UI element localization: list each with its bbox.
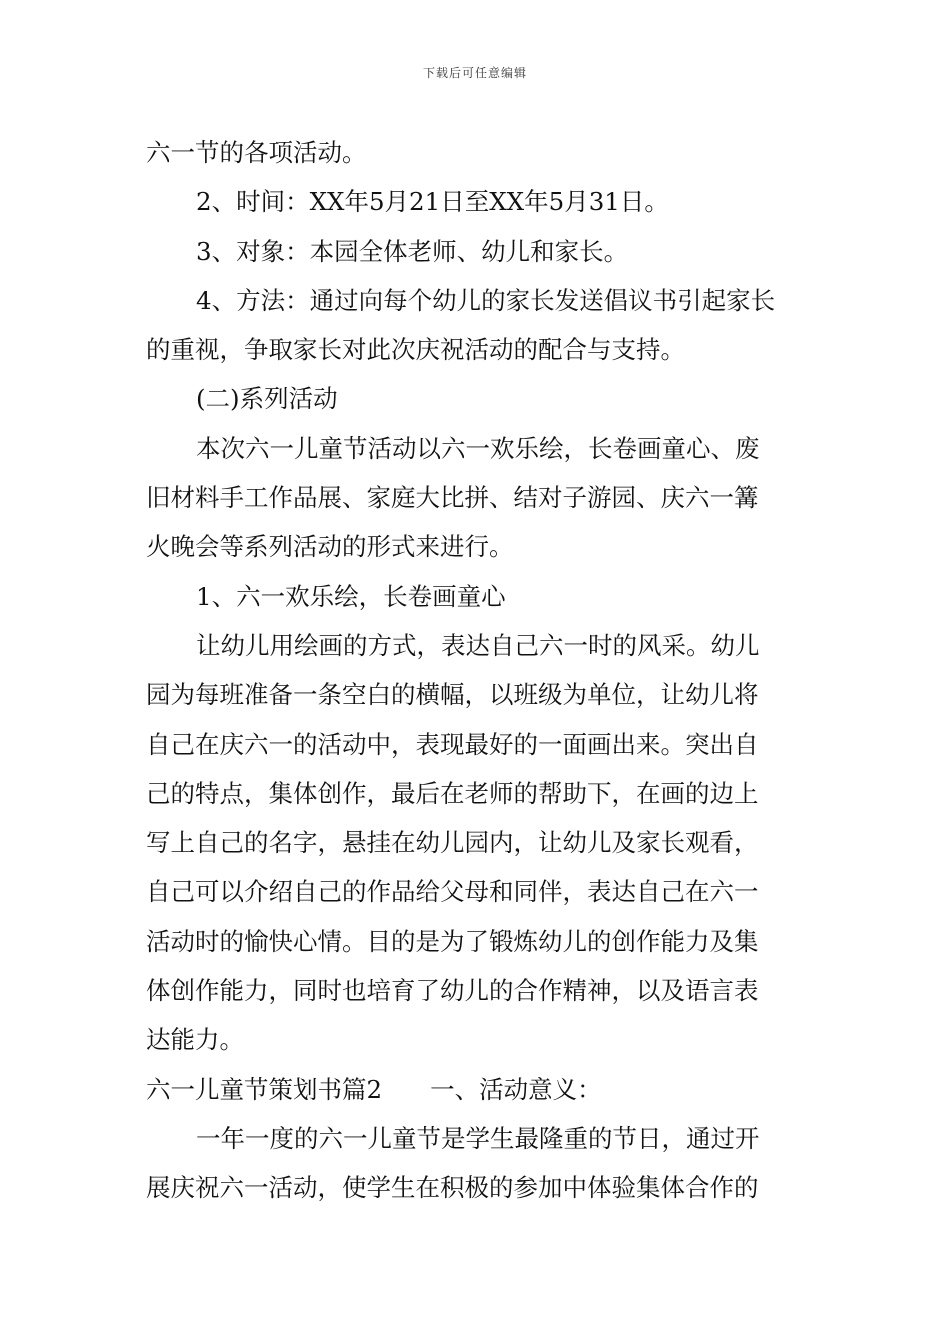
text-line: 4、方法：通过向每个幼儿的家长发送倡议书引起家长 <box>196 285 776 315</box>
text-line: 自己可以介绍自己的作品给父母和同伴，表达自己在六一 <box>146 877 759 907</box>
text-line: 达能力。 <box>146 1025 244 1055</box>
text-line: 六一节的各项活动。 <box>146 138 367 167</box>
page-header-note: 下载后可任意编辑 <box>422 66 527 80</box>
text-line: 3、对象：本园全体老师、幼儿和家长。 <box>196 236 629 266</box>
text-line: 展庆祝六一活动，使学生在积极的参加中体验集体合作的 <box>146 1173 759 1203</box>
text-line: 己的特点，集体创作，最后在老师的帮助下，在画的边上 <box>146 778 759 808</box>
text-line: 写上自己的名字，悬挂在幼儿园内，让幼儿及家长观看， <box>146 828 759 858</box>
text-line: 让幼儿用绘画的方式，表达自己六一时的风采。幼儿 <box>196 630 760 660</box>
section-heading: 一、活动意义： <box>430 1074 602 1104</box>
item-heading: 1、六一欢乐绘，长卷画童心 <box>196 581 506 611</box>
text-line: 自己在庆六一的活动中，表现最好的一面画出来。突出自 <box>146 729 759 759</box>
text-line: 2、时间：XX年5月21日至XX年5月31日。 <box>196 187 669 217</box>
text-line: 体创作能力，同时也培育了幼儿的合作精神，以及语言表 <box>146 976 759 1006</box>
text-line: 一年一度的六一儿童节是学生最隆重的节日，通过开 <box>196 1123 760 1153</box>
text-line: 火晚会等系列活动的形式来进行。 <box>146 532 514 562</box>
section-title: 六一儿童节策划书篇2 <box>146 1074 383 1104</box>
text-line: 的重视，争取家长对此次庆祝活动的配合与支持。 <box>146 335 685 365</box>
text-line: 旧材料手工作品展、家庭大比拼、结对子游园、庆六一篝 <box>146 483 759 513</box>
section-subheading: (二)系列活动 <box>196 384 338 414</box>
text-line: 本次六一儿童节活动以六一欢乐绘，长卷画童心、废 <box>196 433 760 463</box>
text-line: 活动时的愉快心情。目的是为了锻炼幼儿的创作能力及集 <box>146 926 759 956</box>
document-body <box>146 128 806 1213</box>
section-title-line <box>146 1065 806 1114</box>
text-line: 园为每班准备一条空白的横幅，以班级为单位，让幼儿将 <box>146 680 759 710</box>
